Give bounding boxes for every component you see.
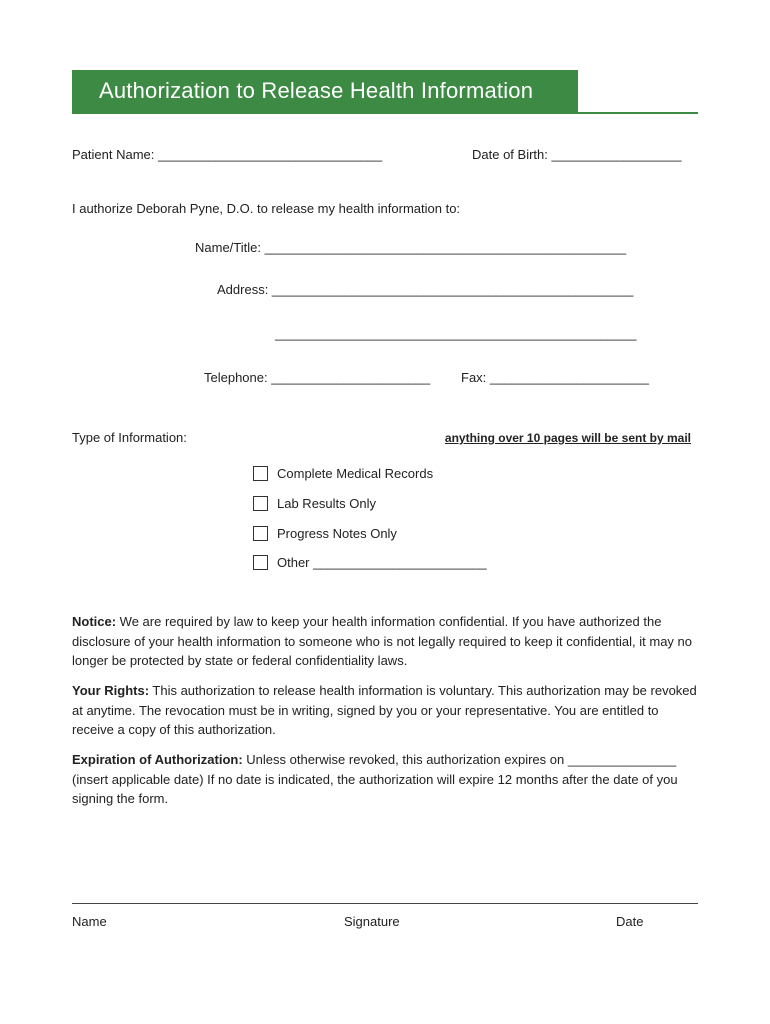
recipient-name-title-field[interactable]: Name/Title: __________________________________________________ xyxy=(195,240,627,255)
title-banner xyxy=(72,70,578,114)
title-underline xyxy=(578,112,698,114)
checkbox[interactable] xyxy=(253,555,268,570)
notice-paragraph xyxy=(72,612,698,671)
signature-line[interactable] xyxy=(72,903,698,904)
recipient-address-line2-field[interactable]: __________________________________________________ xyxy=(275,326,637,341)
rights-paragraph xyxy=(72,681,698,740)
recipient-telephone-field[interactable]: Telephone: ______________________ xyxy=(204,370,431,385)
mail-note: anything over 10 pages will be sent by mail xyxy=(444,431,691,445)
rights-text: This authorization to release health information is voluntary. This authorization may be revoked at anytime. The revocation must be in writing, signed by you or your representative. You are entitled to receive a copy of this authorization. xyxy=(72,683,697,738)
signature-date-label: Date xyxy=(616,914,644,929)
checkbox[interactable] xyxy=(253,496,268,511)
option-progress-notes-only[interactable] xyxy=(253,523,397,543)
date-of-birth-field[interactable]: Date of Birth: __________________ xyxy=(472,147,682,162)
checkbox-label: Complete Medical Records xyxy=(277,465,434,481)
notice-text: We are required by law to keep your health information confidential. If you have authorized the disclosure of your health information to someone who is not legally required to keep it confidential, it may no longer be protected by state or federal confidentiality laws. xyxy=(72,614,693,669)
checkbox-label: Lab Results Only xyxy=(277,495,376,511)
authorize-statement: I authorize Deborah Pyne, D.O. to release my health information to: xyxy=(72,201,461,216)
signature-name-label: Name xyxy=(72,914,107,929)
recipient-address-field[interactable]: Address: __________________________________________________ xyxy=(217,282,634,297)
checkbox-label: Other ________________________ xyxy=(277,554,487,570)
notice-heading: Notice: xyxy=(72,614,117,629)
option-lab-results-only[interactable] xyxy=(253,493,376,513)
info-type-label: Type of Information: xyxy=(72,430,187,445)
checkbox[interactable] xyxy=(253,526,268,541)
option-other[interactable] xyxy=(253,552,487,572)
option-complete-medical-records[interactable] xyxy=(253,463,433,483)
recipient-fax-field[interactable]: Fax: ______________________ xyxy=(461,370,649,385)
expiration-heading: Expiration of Authorization: xyxy=(72,752,243,767)
signature-signature-label: Signature xyxy=(344,914,400,929)
expiration-paragraph xyxy=(72,750,698,809)
checkbox-label: Progress Notes Only xyxy=(277,525,397,541)
page-title: Authorization to Release Health Information xyxy=(99,78,534,103)
checkbox[interactable] xyxy=(253,466,268,481)
patient-name-field[interactable]: Patient Name: _______________________________ xyxy=(72,147,383,162)
rights-heading: Your Rights: xyxy=(72,683,150,698)
expiration-text: Unless otherwise revoked, this authorization expires on _______________ (insert applicable date) If no date is indicated, the authorization will expire 12 months after the date of you signing the form. xyxy=(72,752,678,807)
